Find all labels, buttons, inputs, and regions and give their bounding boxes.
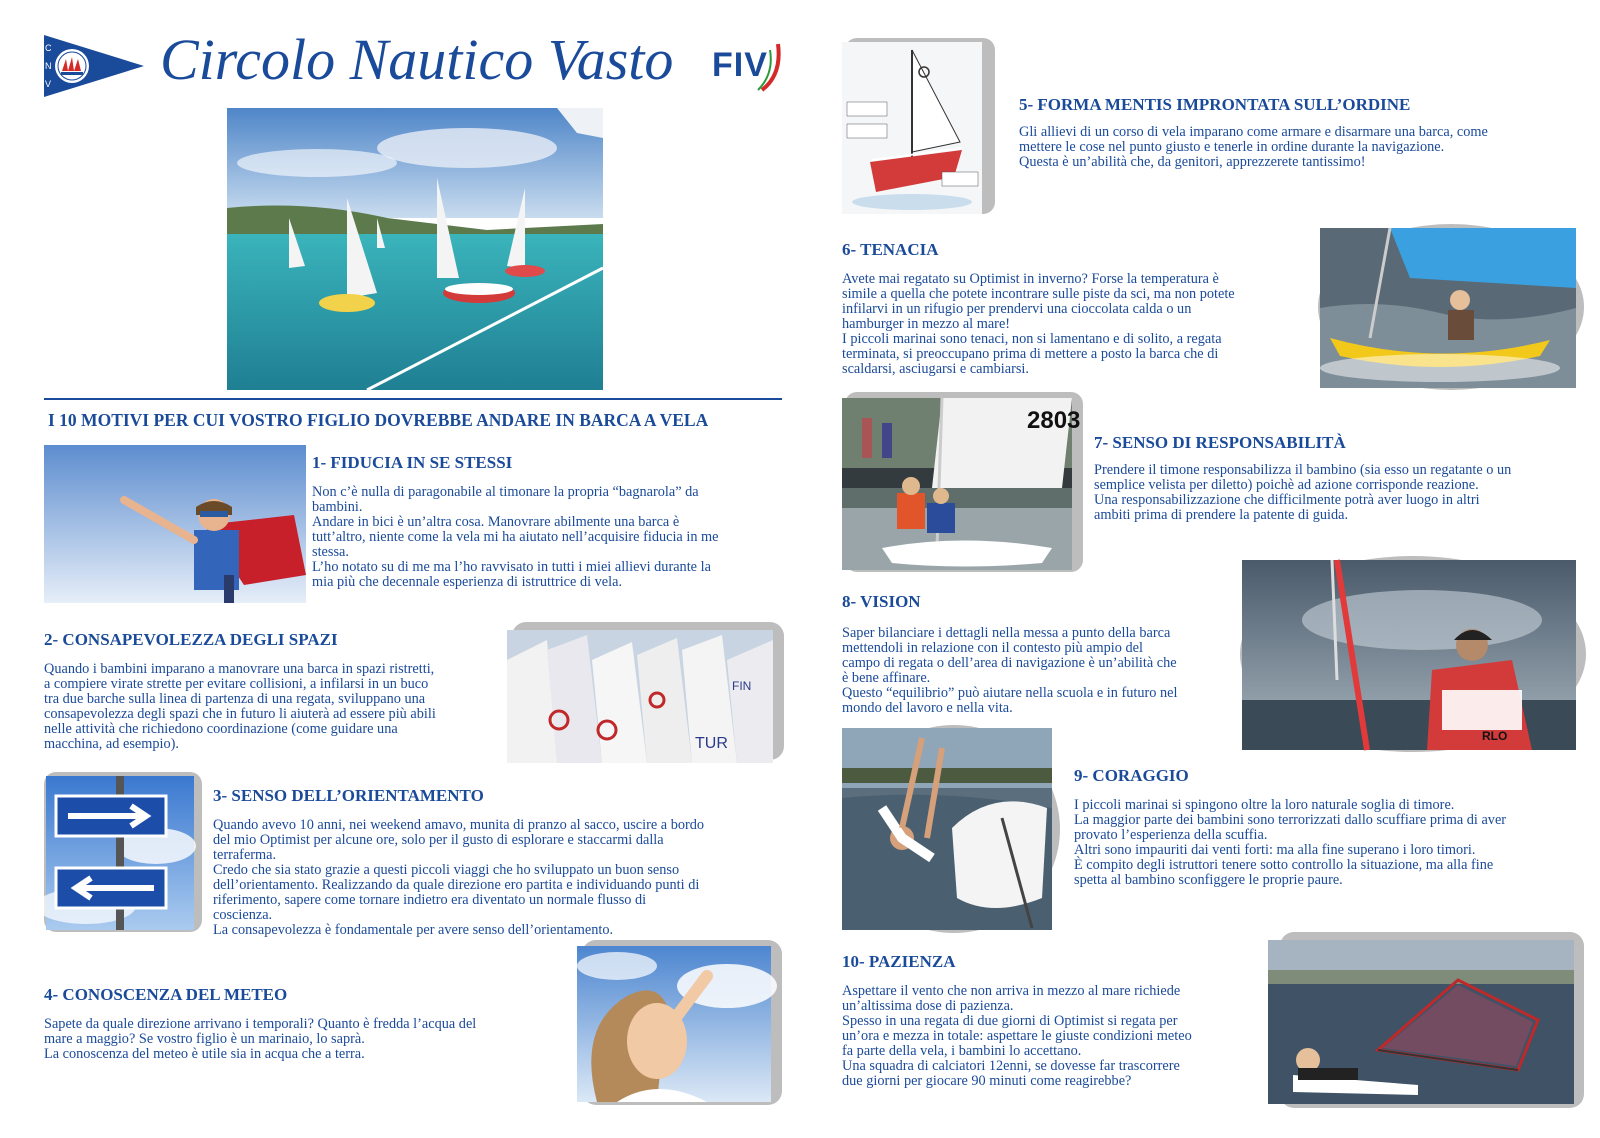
section-7-line: ambiti prima di prendere la patente di guida. (1094, 507, 1349, 523)
capsize-photo (842, 728, 1052, 930)
regatta-kids-photo (842, 398, 1081, 570)
section-7-text (1094, 463, 1594, 523)
section-3-line: dell’orientamento. Realizzando da quale direzione ero partita e individuando punti di (213, 877, 700, 893)
section-2-line: nelle attività che richiedono coordinazione (come guidare una (44, 721, 398, 737)
section-10-line: un’ora e mezza in totale: aspettare le giuste condizioni meteo (842, 1028, 1192, 1044)
section-5-line: mettere le cose nel punto giusto e tenerle in ordine durante la navigazione. (1019, 139, 1445, 155)
section-10-line: Aspettare il vento che non arriva in mezzo al mare richiede (842, 983, 1181, 999)
road-sign-arrows-photo (46, 776, 194, 930)
section-1-line: Andare in bici è un’altra cosa. Manovrare abilmente una barca è (312, 514, 680, 530)
section-6-line: I piccoli marinai sono tenaci, non si lamentano e di solito, a regata (842, 331, 1222, 347)
section-9-line: Altri sono impauriti dai venti forti: ma alla fine superano i loro timori. (1074, 842, 1476, 858)
headline-rule (44, 398, 782, 400)
section-1-text (312, 485, 792, 590)
section-9-line: La maggior parte dei bambini sono terrorizzati dallo scuffiare prima di aver (1074, 812, 1507, 828)
section-3-line: La consapevolezza è fondamentale per avere senso dell’orientamento. (213, 922, 614, 938)
headline: I 10 MOTIVI PER CUI VOSTRO FIGLIO DOVREBBE ANDARE IN BARCA A VELA (48, 410, 709, 430)
section-6-line: hamburger in mezzo al mare! (842, 316, 1011, 332)
section-3-line: coscienza. (213, 907, 273, 923)
section-9-line: spetta al bambino sconfiggere le proprie paure. (1074, 872, 1343, 888)
section-4-line: Sapete da quale direzione arrivano i temporali? Quanto è fredda l’acqua del (44, 1016, 477, 1032)
section-10-line: due giorni per giocare 90 minuti come reagirebbe? (842, 1073, 1132, 1089)
sail-number-arlo: RLO (1482, 729, 1508, 743)
section-4-text (44, 1017, 584, 1062)
section-5-text (1019, 125, 1589, 170)
section-9-heading: 9- CORAGGIO (1074, 766, 1189, 785)
section-2-heading: 2- CONSAPEVOLEZZA DEGLI SPAZI (44, 630, 338, 649)
section-6-line: terminata, si preoccupano prima di mettere a posto la barca che di (842, 346, 1219, 362)
section-8-line: mondo del lavoro e nella vita. (842, 700, 1013, 716)
section-2-line: Quando i bambini imparano a manovrare una barca in spazi ristretti, (44, 661, 435, 677)
section-6-line: simile a quella che potete incontrare sulle piste da sci, ma non potete (842, 286, 1235, 302)
section-9-text (1074, 798, 1594, 888)
sail-number-fin: FIN (732, 679, 752, 693)
section-5-heading: 5- FORMA MENTIS IMPRONTATA SULL’ORDINE (1019, 95, 1411, 114)
section-4-heading: 4- CONOSCENZA DEL METEO (44, 985, 288, 1004)
sail-number-2803: 2803 (1027, 407, 1081, 434)
docked-optimists-photo (507, 630, 773, 763)
windsurf-photo (1268, 940, 1574, 1104)
optimist-boats-photo (227, 108, 603, 390)
section-5-line: Gli allievi di un corso di vela imparano come armare e disarmare una barca, come (1019, 124, 1488, 140)
page-title: Circolo Nautico Vasto (160, 27, 674, 92)
section-10-line: Una squadra di calciatori 12enni, se dovesse far trascorrere (842, 1058, 1180, 1074)
section-2-line: a compiere virate strette per evitare collisioni, a infilarsi in un buco (44, 676, 429, 692)
section-4-line: mare a maggio? Se vostro figlio è un marinaio, lo saprà. (44, 1031, 365, 1047)
fiv-logo (712, 40, 788, 96)
optimist-diagram-photo (842, 42, 982, 214)
section-1-line: mia più che decennale esperienza di istruttrice di vela. (312, 574, 623, 590)
fiv-logo-text: FIV (712, 46, 768, 84)
section-8-line: è bene affinare. (842, 670, 931, 686)
section-10-line: Spesso in una regata di due giorni di Optimist si regata per (842, 1013, 1178, 1029)
section-1-heading: 1- FIDUCIA IN SE STESSI (312, 453, 513, 472)
section-1-line: tutt’altro, niente come la vela mi ha aiutato nell’acquisire fiducia in me (312, 529, 719, 545)
logo-letter-c: C (45, 43, 52, 53)
section-3-line: del mio Optimist per alcune ore, solo per il gusto di esplorare e staccarmi dalla (213, 832, 664, 848)
logo-letter-v: V (45, 79, 52, 89)
section-1-line: L’ho notato su di me ma l’ho ravvisato in tutti i miei allievi durante la (312, 559, 711, 575)
section-9-line: provato l’esperienza della scuffia. (1074, 827, 1268, 843)
section-3-line: riferimento, sapere come tornare indietro era diventato un normale flusso di (213, 892, 647, 908)
section-3-line: Quando avevo 10 anni, nei weekend amavo, munita di pranzo al sacco, uscire a bordo (213, 817, 705, 833)
section-7-heading: 7- SENSO DI RESPONSABILITÀ (1094, 433, 1346, 452)
section-2-line: tra due barche sulla linea di partenza di una regata, sviluppano una (44, 691, 426, 707)
section-8-heading: 8- VISION (842, 592, 921, 611)
section-10-text (842, 984, 1262, 1089)
section-10-line: fa parte della vela, i bambini lo accettano. (842, 1043, 1082, 1059)
sailor-sunset-photo (1242, 560, 1576, 750)
section-8-line: Saper bilanciare i dettagli nella messa a punto della barca (842, 625, 1171, 641)
section-6-line: scaldarsi, asciugarsi e cambiarsi. (842, 361, 1029, 377)
section-3-line: terraferma. (213, 847, 277, 863)
section-3-heading: 3- SENSO DELL’ORIENTAMENTO (213, 786, 484, 805)
section-2-line: macchina, ad esempio). (44, 736, 179, 752)
section-8-line: Questo “equilibrio” può aiutare nella scuola e in futuro nel (842, 685, 1178, 701)
yellow-boat-photo (1320, 228, 1576, 388)
section-9-line: I piccoli marinai si spingono oltre la loro naturale soglia di timore. (1074, 797, 1455, 813)
section-5-line: Questa è un’abilità che, da genitori, apprezzerete tantissimo! (1019, 154, 1366, 170)
section-1-line: bambini. (312, 499, 363, 515)
section-6-line: Avete mai regatato su Optimist in inverno? Forse la temperatura è (842, 271, 1219, 287)
section-6-heading: 6- TENACIA (842, 240, 939, 259)
section-1-line: stessa. (312, 544, 349, 560)
section-7-line: Prendere il timone responsabilizza il bambino (sia esso un regatante o un (1094, 462, 1512, 478)
section-8-line: campo di regata o dell’area di navigazione è un’abilità che (842, 655, 1177, 671)
section-8-line: mettendoli in relazione con il contesto più ampio del (842, 640, 1143, 656)
section-1-line: Non c’è nulla di paragonabile al timonare la propria “bagnarola” da (312, 484, 699, 500)
section-4-line: La conoscenza del meteo è utile sia in acqua che a terra. (44, 1046, 365, 1062)
section-6-text (842, 272, 1312, 377)
section-7-line: semplice velista per diletto) poichè ad azione corrisponde reazione. (1094, 477, 1479, 493)
section-3-line: Credo che sia stato grazie a questi piccoli viaggi che ho sviluppato un buon senso (213, 862, 680, 878)
club-pennant-logo (44, 35, 144, 97)
girl-looking-sky-photo (577, 946, 771, 1102)
section-10-heading: 10- PAZIENZA (842, 952, 956, 971)
logo-letter-n: N (45, 61, 52, 71)
section-7-line: Una responsabilizzazione che difficilmente potrà aver luogo in altri (1094, 492, 1480, 508)
section-2-text (44, 662, 514, 752)
child-superhero-photo (44, 445, 306, 603)
section-9-line: È compito degli istruttori tenere sotto controllo la situazione, ma alla fine (1074, 857, 1494, 873)
section-10-line: un’altissima dose di pazienza. (842, 998, 1014, 1014)
section-6-line: infilarvi in un rifugio per prendervi una cioccolata calda o un (842, 301, 1192, 317)
section-8-text (842, 626, 1242, 716)
section-2-line: consapevolezza degli spazi che in futuro li aiuterà ad essere più abili (44, 706, 436, 722)
section-3-text (213, 818, 793, 938)
sail-number-tur: TUR (695, 735, 728, 752)
